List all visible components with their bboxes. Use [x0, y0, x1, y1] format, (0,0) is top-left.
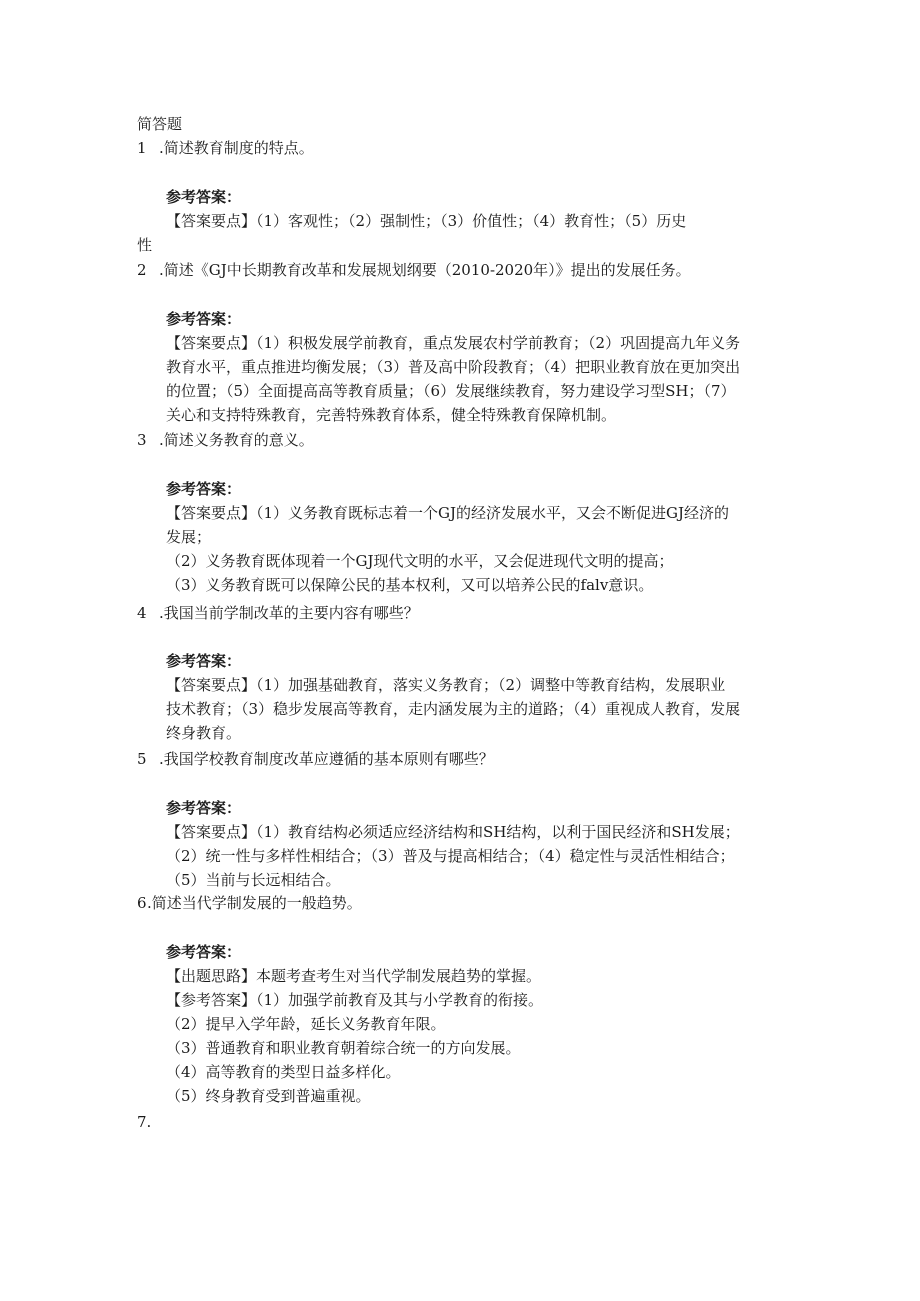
answer-line: （3）普通教育和职业教育朝着综合统一的方向发展。: [166, 1039, 521, 1057]
question-text: .简述义务教育的意义。: [159, 431, 314, 449]
answer-line: 发展；: [166, 528, 212, 546]
section-heading: 简答题: [137, 115, 183, 133]
question-text: .简述《GJ中长期教育改革和发展规划纲要（2010-2020年）》提出的发展任务。: [159, 261, 691, 279]
question-text: .简述当代学制发展的一般趋势。: [147, 894, 362, 912]
question-number: 1: [137, 139, 147, 157]
answer-line: 技术教育；（3）稳步发展高等教育，走内涵发展为主的道路；（4）重视成人教育，发展: [166, 700, 741, 718]
answer-line: （3）义务教育既可以保障公民的基本权利，又可以培养公民的falv意识。: [166, 576, 654, 594]
question-text: .简述教育制度的特点。: [159, 139, 314, 157]
answer-line: 教育水平，重点推进均衡发展；（3）普及高中阶段教育；（4）把职业教育放在更加突出: [166, 358, 741, 376]
answer-line: （5）当前与长远相结合。: [166, 871, 341, 889]
question-number: 4: [137, 604, 147, 622]
question-number: 7.: [137, 1113, 152, 1131]
question-text: .我国学校教育制度改革应遵循的基本原则有哪些？: [159, 750, 494, 768]
answer-line: 【答案要点】（1）教育结构必须适应经济结构和SH结构，以利于国民经济和SH发展；: [166, 823, 740, 841]
question-number: 3: [137, 431, 147, 449]
answer-line: （4）高等教育的类型日益多样化。: [166, 1063, 401, 1081]
answer-line: 终身教育。: [166, 724, 242, 742]
reference-answer-title: 参考答案：: [166, 799, 242, 817]
answer-line: 【答案要点】（1）积极发展学前教育，重点发展农村学前教育；（2）巩固提高九年义务: [166, 334, 741, 352]
answer-line: 【答案要点】（1）义务教育既标志着一个GJ的经济发展水平，又会不断促进GJ经济的: [166, 504, 730, 522]
answer-line: （2）统一性与多样性相结合；（3）普及与提高相结合；（4）稳定性与灵活性相结合；: [166, 847, 735, 865]
answer-line: 【参考答案】（1）加强学前教育及其与小学教育的衔接。: [166, 991, 544, 1009]
answer-line: 的位置；（5）全面提高高等教育质量；（6）发展继续教育，努力建设学习型SH；（7）: [166, 382, 736, 400]
question-number: 2: [137, 261, 147, 279]
question-text: .我国当前学制改革的主要内容有哪些？: [159, 604, 419, 622]
answer-line: 【出题思路】本题考查考生对当代学制发展趋势的掌握。: [166, 967, 542, 985]
answer-line: （5）终身教育受到普遍重视。: [166, 1087, 371, 1105]
reference-answer-title: 参考答案：: [166, 310, 242, 328]
question-number: 6: [137, 894, 147, 912]
reference-answer-title: 参考答案：: [166, 652, 242, 670]
answer-line: 性: [137, 236, 153, 254]
answer-line: 【答案要点】（1）客观性；（2）强制性；（3）价值性；（4）教育性；（5）历史: [166, 212, 687, 230]
reference-answer-title: 参考答案：: [166, 188, 242, 206]
answer-line: （2）提早入学年龄，延长义务教育年限。: [166, 1015, 446, 1033]
answer-line: 关心和支持特殊教育，完善特殊教育体系，健全特殊教育保障机制。: [166, 406, 617, 424]
reference-answer-title: 参考答案：: [166, 943, 242, 961]
question-number: 5: [137, 750, 147, 768]
reference-answer-title: 参考答案：: [166, 480, 242, 498]
answer-line: 【答案要点】（1）加强基础教育，落实义务教育；（2）调整中等教育结构，发展职业: [166, 676, 726, 694]
answer-line: （2）义务教育既体现着一个GJ现代文明的水平，又会促进现代文明的提高；: [166, 552, 674, 570]
